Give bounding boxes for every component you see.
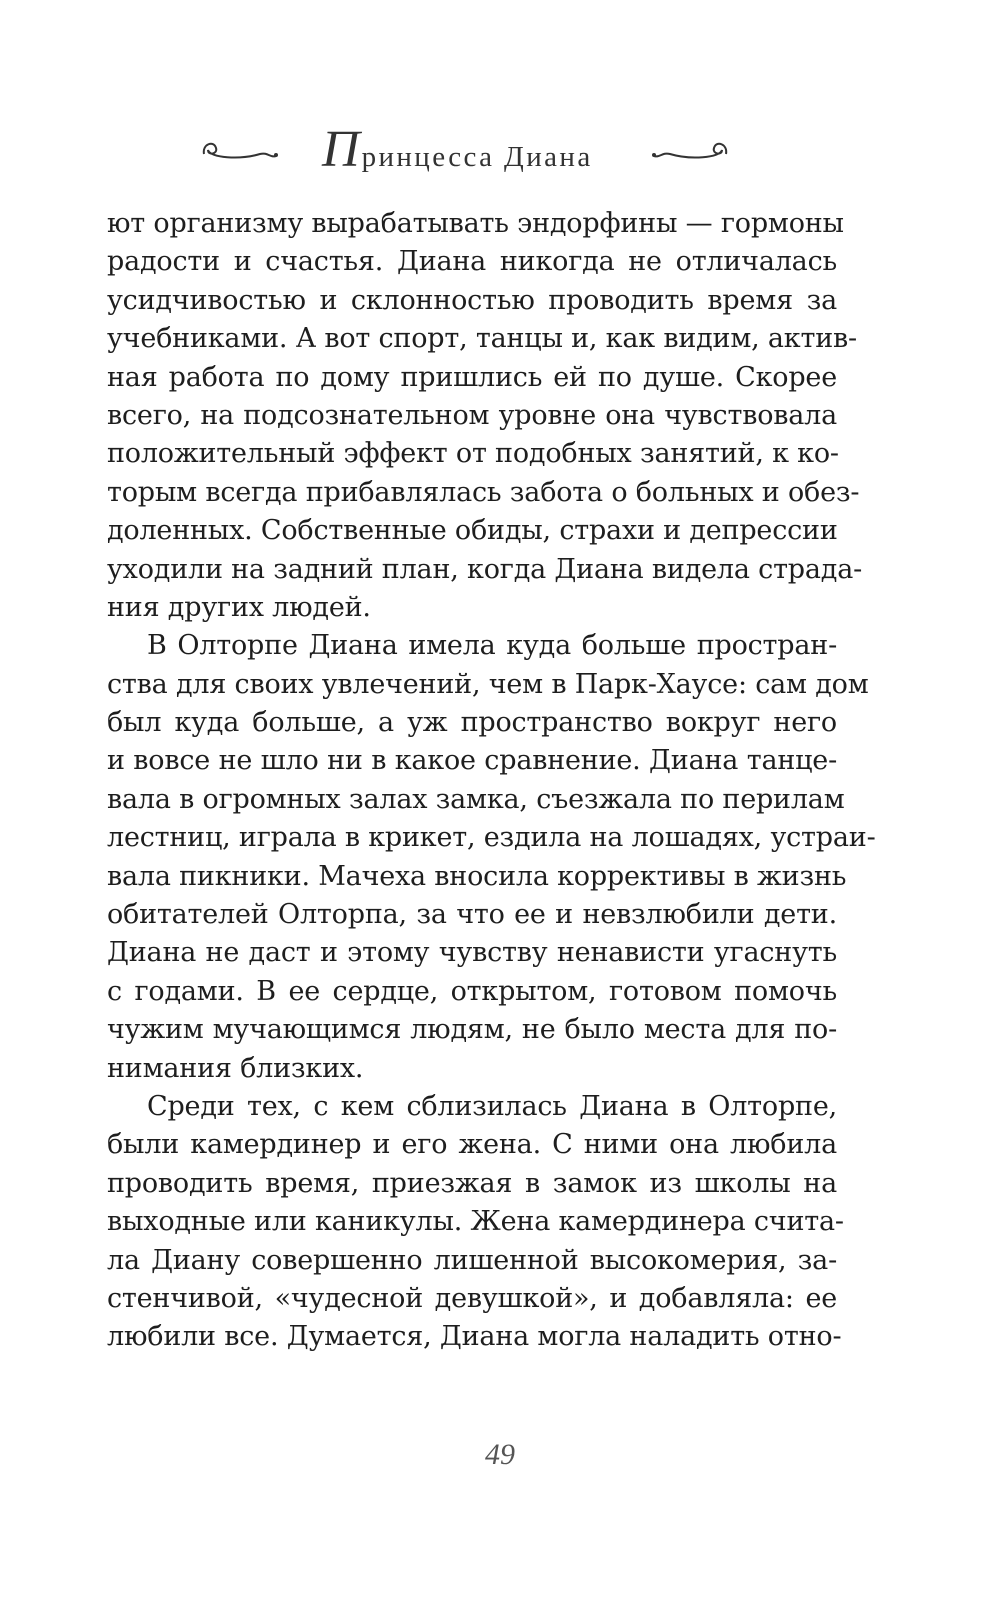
text-line: положительный эффект от подобных занятий, к ко- <box>107 438 839 470</box>
text-line: любили все. Думается, Диана могла наладить отно- <box>107 1321 842 1353</box>
text-line: с годами. В ее сердце, открытом, готовом помочь <box>107 975 837 1007</box>
text-line: ства для своих увлечений, чем в Парк-Хаусе: сам дом <box>107 668 869 700</box>
page-number: 49 <box>485 1438 515 1471</box>
text-line: стенчивой, «чудесной девушкой», и добавляла: ее <box>107 1282 837 1314</box>
text-line: был куда больше, а уж пространство вокруг него <box>107 707 837 739</box>
text-line: ют организму вырабатывать эндорфины — гормоны <box>107 208 844 239</box>
text-line: лестниц, играла в крикет, ездила на лошадях, устраи- <box>107 822 876 854</box>
text-line: проводить время, приезжая в замок из школы на <box>107 1167 837 1199</box>
text-line: торым всегда прибавлялась забота о больных и обез- <box>107 476 860 508</box>
body-text <box>107 205 876 1357</box>
text-line: В Олторпе Диана имела куда больше простран- <box>147 630 837 662</box>
text-line: усидчивостью и склонностью проводить время за <box>107 284 837 316</box>
text-line: радости и счастья. Диана никогда не отличалась <box>107 246 837 278</box>
running-head-text: ринцесса Диана <box>361 141 593 173</box>
text-line: Среди тех, с кем сблизилась Диана в Олторпе, <box>147 1090 837 1122</box>
text-line: обитателей Олторпа, за что ее и невзлюбили дети. <box>107 899 837 931</box>
left-flourish-ornament <box>200 134 280 164</box>
text-line: и вовсе не шло ни в какое сравнение. Диана танце- <box>107 745 837 777</box>
text-line: учебниками. А вот спорт, танцы и, как видим, актив- <box>107 323 857 355</box>
text-line: уходили на задний план, когда Диана видела страда- <box>107 553 863 585</box>
right-flourish-ornament <box>650 134 730 164</box>
running-head-dropcap: П <box>322 121 360 178</box>
text-line: чужим мучающимся людям, не было места для по- <box>107 1014 837 1046</box>
text-line: вала пикники. Мачеха вносила коррективы в жизнь <box>107 860 847 892</box>
text-line: доленных. Собственные обиды, страхи и депрессии <box>107 515 838 547</box>
running-header <box>0 120 1000 180</box>
running-head-title <box>322 120 593 180</box>
text-line: всего, на подсознательном уровне она чувствовала <box>107 399 837 431</box>
text-line: были камердинер и его жена. С ними она любила <box>107 1129 837 1161</box>
text-line: вала в огромных залах замка, съезжала по перилам <box>107 783 845 815</box>
text-line: Диана не даст и этому чувству ненависти угаснуть <box>107 937 837 969</box>
text-line: ла Диану совершенно лишенной высокомерия, за- <box>107 1244 837 1276</box>
text-line: выходные или каникулы. Жена камердинера счита- <box>107 1206 844 1238</box>
text-line: нимания близких. <box>107 1052 364 1084</box>
text-line: ная работа по дому пришлись ей по душе. Скорее <box>107 361 837 393</box>
text-line: ния других людей. <box>107 591 371 623</box>
